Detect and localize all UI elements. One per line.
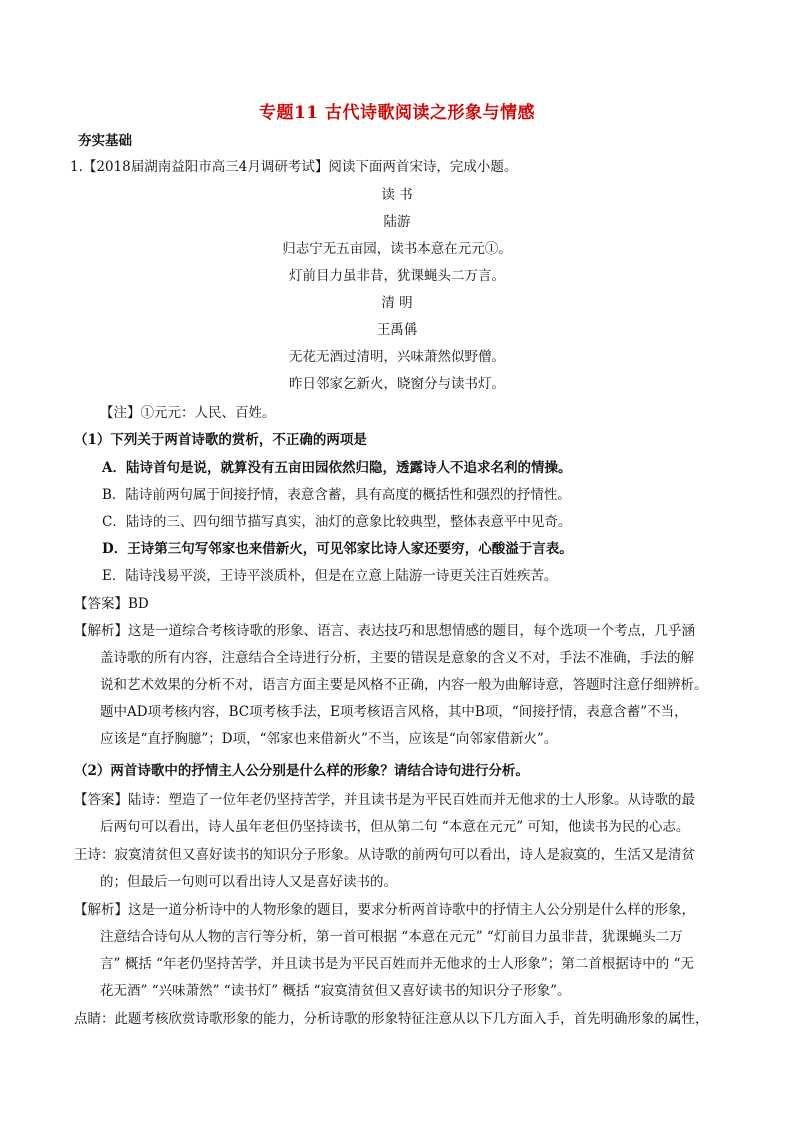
sub1-question: （1）下列关于两首诗歌的赏析，不正确的两项是 (74, 432, 367, 448)
poem-note: 【注】①元元：人民、百姓。 (100, 405, 276, 421)
poem2-line-1: 无花无酒过清明，兴味萧然似野僧。 (289, 349, 505, 365)
poem1-title: 读 书 (381, 187, 413, 203)
sub1-option-b: B．陆诗前两句属于间接抒情，表意含蓄，具有高度的概括性和强烈的抒情性。 (102, 487, 571, 503)
sub2-analysis-line-3: 言” 概括 “年老仍坚持苦学，并且读书是为平民百姓而并无他求的士人形象”；第二首根据诗中的 “无 (100, 956, 694, 972)
sub1-option-a: A．陆诗首句是说，就算没有五亩田园依然归隐，透露诗人不追求名利的情操。 (102, 460, 572, 476)
poem2-title: 清 明 (381, 295, 413, 311)
sub1-analysis-line-4: 题中AD项考核内容，BC项考核手法，E项考核语言风格，其中B项，“间接抒情，表意含蓄”不当， (100, 704, 688, 720)
sub1-option-e: E．陆诗浅易平淡，王诗平淡质朴，但是在立意上陆游一诗更关注百姓疾苦。 (102, 568, 558, 584)
sub1-answer: 【答案】BD (74, 596, 149, 612)
sub2-answer-line-3: 王诗：寂寞清贫但又喜好读书的知识分子形象。从诗歌的前两句可以看出，诗人是寂寞的，生活又是清贫 (74, 847, 695, 863)
sub2-analysis-line-4: 花无酒” “兴味萧然” “读书灯” 概括 “寂寞清贫但又喜好读书的知识分子形象”。 (100, 983, 571, 999)
sub1-analysis-line-2: 盖诗歌的所有内容，注意结合全诗进行分析，主要的错误是意象的含义不对，手法不准确，手法的解 (100, 650, 694, 666)
section-heading: 夯实基础 (78, 133, 132, 149)
question1-stem: 1.【2018届湖南益阳市高三4月调研考试】阅读下面两首宋诗，完成小题。 (70, 159, 518, 175)
sub2-tip: 点睛：此题考核欣赏诗歌形象的能力，分析诗歌的形象特征注意从以下几方面入手，首先明确形象的属性， (74, 1011, 709, 1027)
poem2-author: 王禹偁 (376, 322, 418, 338)
document-title: 专题11 古代诗歌阅读之形象与情感 (258, 103, 536, 123)
sub1-option-c: C．陆诗的三、四句细节描写真实，油灯的意象比较典型，整体表意平中见奇。 (102, 514, 572, 530)
poem1-line-1: 归志宁无五亩园，读书本意在元元①。 (282, 241, 512, 257)
sub1-option-d: D．王诗第三句写邻家也来借新火，可见邻家比诗人家还要穷，心酸溢于言表。 (102, 541, 573, 557)
sub1-analysis-line-1: 【解析】这是一道综合考核诗歌的形象、语言、表达技巧和思想情感的题目，每个选项一个考点，几乎涵 (74, 623, 695, 639)
poem2-line-2: 昨日邻家乞新火，晓窗分与读书灯。 (289, 376, 505, 392)
sub2-analysis-line-1: 【解析】这是一道分析诗中的人物形象的题目，要求分析两首诗歌中的抒情主人公分别是什么样的形象， (74, 902, 695, 918)
sub2-analysis-line-2: 注意结合诗句从人物的言行等分析，第一首可根据 “本意在元元” “灯前目力虽非昔，犹课蝇头二万 (100, 929, 683, 945)
sub2-answer-line-4: 的；但最后一句则可以看出诗人又是喜好读书的。 (100, 874, 397, 890)
sub2-answer-line-2: 后两句可以看出，诗人虽年老但仍坚持读书，但从第二句 “本意在元元” 可知，他读书为民的心志。 (100, 819, 690, 835)
sub2-question: （2）两首诗歌中的抒情主人公分别是什么样的形象？请结合诗句进行分析。 (74, 763, 529, 779)
poem1-line-2: 灯前目力虽非昔，犹课蝇头二万言。 (289, 268, 505, 284)
sub2-answer-line-1: 【答案】陆诗：塑造了一位年老仍坚持苦学，并且读书是为平民百姓而并无他求的士人形象。从诗歌的最 (74, 792, 695, 808)
sub1-analysis-line-3: 说和艺术效果的分析不对，语言方面主要是风格不正确，内容一般为曲解诗意，答题时注意仔细辨析。 (100, 677, 708, 693)
sub1-analysis-line-5: 应该是“直抒胸臆”；D项，“邻家也来借新火”不当，应该是“向邻家借新火”。 (100, 731, 558, 747)
poem1-author: 陆游 (383, 214, 411, 230)
